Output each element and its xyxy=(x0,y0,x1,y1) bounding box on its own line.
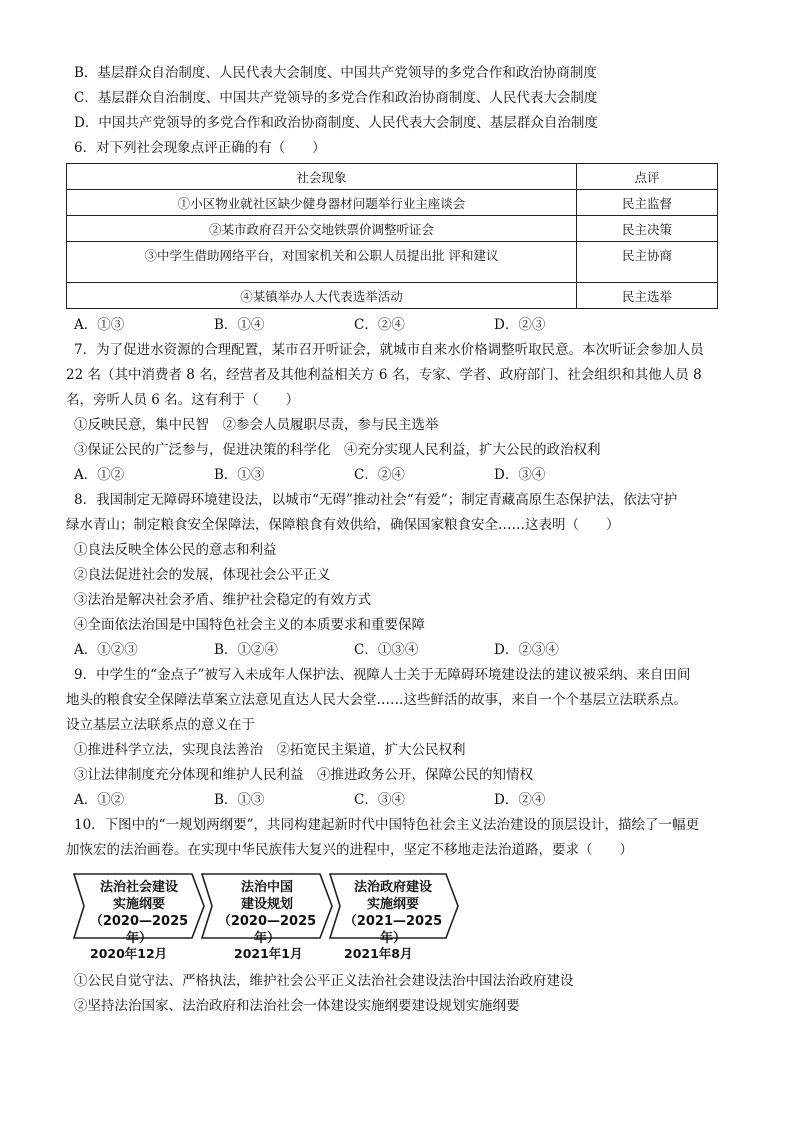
table-cell: ③中学生借助网络平台，对国家机关和公职人员提出批 评和建议 xyxy=(67,242,577,283)
option-b[interactable]: B．①④ xyxy=(214,317,265,333)
item-title: 法治中国 xyxy=(240,880,293,895)
option-c-line: C．基层群众自治制度、中国共产党领导的多党合作和政治协商制度、人民代表大会制度 xyxy=(74,90,598,106)
option-d[interactable]: D．②④ xyxy=(494,792,546,808)
table-cell: ②某市政府召开公交地铁票价调整听证会 xyxy=(67,216,577,242)
question-6-stem: 6．对下列社会现象点评正确的有（ ） xyxy=(74,140,326,156)
table-cell: ④某镇举办人大代表选举活动 xyxy=(67,283,577,309)
table-cell: 民主决策 xyxy=(577,216,718,242)
q6-options xyxy=(74,316,634,334)
diagram-item-3 xyxy=(338,879,448,947)
option-d[interactable]: D．②③④ xyxy=(494,642,559,658)
item-subtitle: 实施纲要 xyxy=(112,897,165,912)
question-10-stem: 10．下图中的“一规划两纲要”，共同构建起新时代中国特色社会主义法治建设的顶层设计，描绘了一幅更 xyxy=(74,817,699,833)
option-a[interactable]: A．①② xyxy=(74,467,125,483)
option-c[interactable]: C．②④ xyxy=(354,317,405,333)
q8-statement: ④全面依法治国是中国特色社会主义的本质要求和重要保障 xyxy=(74,617,425,633)
diagram-date-2: 2021年1月 xyxy=(234,946,303,961)
item-title: 法治政府建设 xyxy=(353,880,432,895)
option-b[interactable]: B．①②④ xyxy=(214,642,278,658)
question-7-stem: 名，旁听人员 6 名。这有利于（ ） xyxy=(66,392,300,408)
q8-statement: ①良法反映全体公民的意志和利益 xyxy=(74,542,277,558)
table-cell: 民主协商 xyxy=(577,242,718,283)
question-7-stem: 7．为了促进水资源的合理配置，某市召开听证会，就城市自来水价格调整听取民意。本次听证会参加人员 xyxy=(74,342,704,358)
diagram-date-1: 2020年12月 xyxy=(90,946,168,961)
table-header: 社会现象 xyxy=(67,164,577,190)
option-c[interactable]: C．②④ xyxy=(354,467,405,483)
q10-statement: ②坚持法治国家、法治政府和法治社会一体建设实施纲要建设规划实施纲要 xyxy=(74,998,520,1014)
q7-options xyxy=(74,466,634,484)
question-9-stem: 设立基层立法联系点的意义在于 xyxy=(66,717,255,733)
item-subtitle: 实施纲要 xyxy=(366,897,419,912)
q9-options xyxy=(74,791,634,809)
q9-statements: ③让法律制度充分体现和维护人民利益 ④推进政务公开，保障公民的知情权 xyxy=(74,767,533,783)
diagram-item-1 xyxy=(84,879,194,947)
q9-statements: ①推进科学立法，实现良法善治 ②拓宽民主渠道，扩大公民权利 xyxy=(74,742,466,758)
q7-statements: ③保证公民的广泛参与，促进决策的科学化 ④充分实现人民利益，扩大公民的政治权利 xyxy=(74,442,601,458)
option-a[interactable]: A．①③ xyxy=(74,317,125,333)
item-period: （2020—2025年） xyxy=(217,914,317,946)
question-9-stem: 9．中学生的“金点子”被写入未成年人保护法、视障人士关于无障碍环境建设法的建议被采纳、来自田间 xyxy=(74,667,691,683)
q8-statement: ③法治是解决社会矛盾、维护社会稳定的有效方式 xyxy=(74,592,371,608)
item-period: （2020—2025年） xyxy=(89,914,189,946)
option-b[interactable]: B．①③ xyxy=(214,467,265,483)
question-9-stem: 地头的粮食安全保障法草案立法意见直达人民大会堂……这些鲜活的故事，来自一个个基层立法联系点。 xyxy=(66,692,687,708)
question-8-stem: 8．我国制定无障碍环境建设法，以城市“无碍”推动社会“有爱”；制定青藏高原生态保护法，依法守护 xyxy=(74,492,678,508)
diagram-date-3: 2021年8月 xyxy=(344,946,413,961)
option-d[interactable]: D．③④ xyxy=(494,467,546,483)
question-8-stem: 绿水青山；制定粮食安全保障法，保障粮食有效供给，确保国家粮食安全……这表明（ ） xyxy=(66,517,620,533)
item-period: （2021—2025年） xyxy=(343,914,443,946)
question-7-stem: 22 名（其中消费者 8 名，经营者及其他利益相关方 6 名，专家、学者、政府部门、社会组织和其他人员 8 xyxy=(66,367,702,383)
option-d-line: D．中国共产党领导的多党合作和政治协商制度、人民代表大会制度、基层群众自治制度 xyxy=(74,115,598,131)
option-a[interactable]: A．①②③ xyxy=(74,642,138,658)
item-title: 法治社会建设 xyxy=(99,880,178,895)
item-subtitle: 建设规划 xyxy=(240,897,293,912)
table-cell: 民主监督 xyxy=(577,190,718,216)
q10-statement: ①公民自觉守法、严格执法，维护社会公平正义法治社会建设法治中国法治政府建设 xyxy=(74,973,574,989)
diagram-item-2 xyxy=(212,879,322,947)
table-cell: ①小区物业就社区缺少健身器材问题举行业主座谈会 xyxy=(67,190,577,216)
q8-statement: ②良法促进社会的发展，体现社会公平正义 xyxy=(74,567,331,583)
q7-statements: ①反映民意，集中民智 ②参会人员履职尽责，参与民主选举 xyxy=(74,417,439,433)
option-c[interactable]: C．①③④ xyxy=(354,642,419,658)
option-d[interactable]: D．②③ xyxy=(494,317,546,333)
option-b[interactable]: B．①③ xyxy=(214,792,265,808)
q6-table xyxy=(66,163,718,309)
table-header: 点评 xyxy=(577,164,718,190)
question-10-stem: 加恢宏的法治画卷。在实现中华民族伟大复兴的进程中，坚定不移地走法治道路，要求（ ） xyxy=(66,842,633,858)
option-b-line: B．基层群众自治制度、人民代表大会制度、中国共产党领导的多党合作和政治协商制度 xyxy=(74,65,597,81)
q8-options xyxy=(74,641,634,659)
option-a[interactable]: A．①② xyxy=(74,792,125,808)
table-cell: 民主选举 xyxy=(577,283,718,309)
option-c[interactable]: C．③④ xyxy=(354,792,405,808)
rule-of-law-diagram xyxy=(70,870,460,962)
